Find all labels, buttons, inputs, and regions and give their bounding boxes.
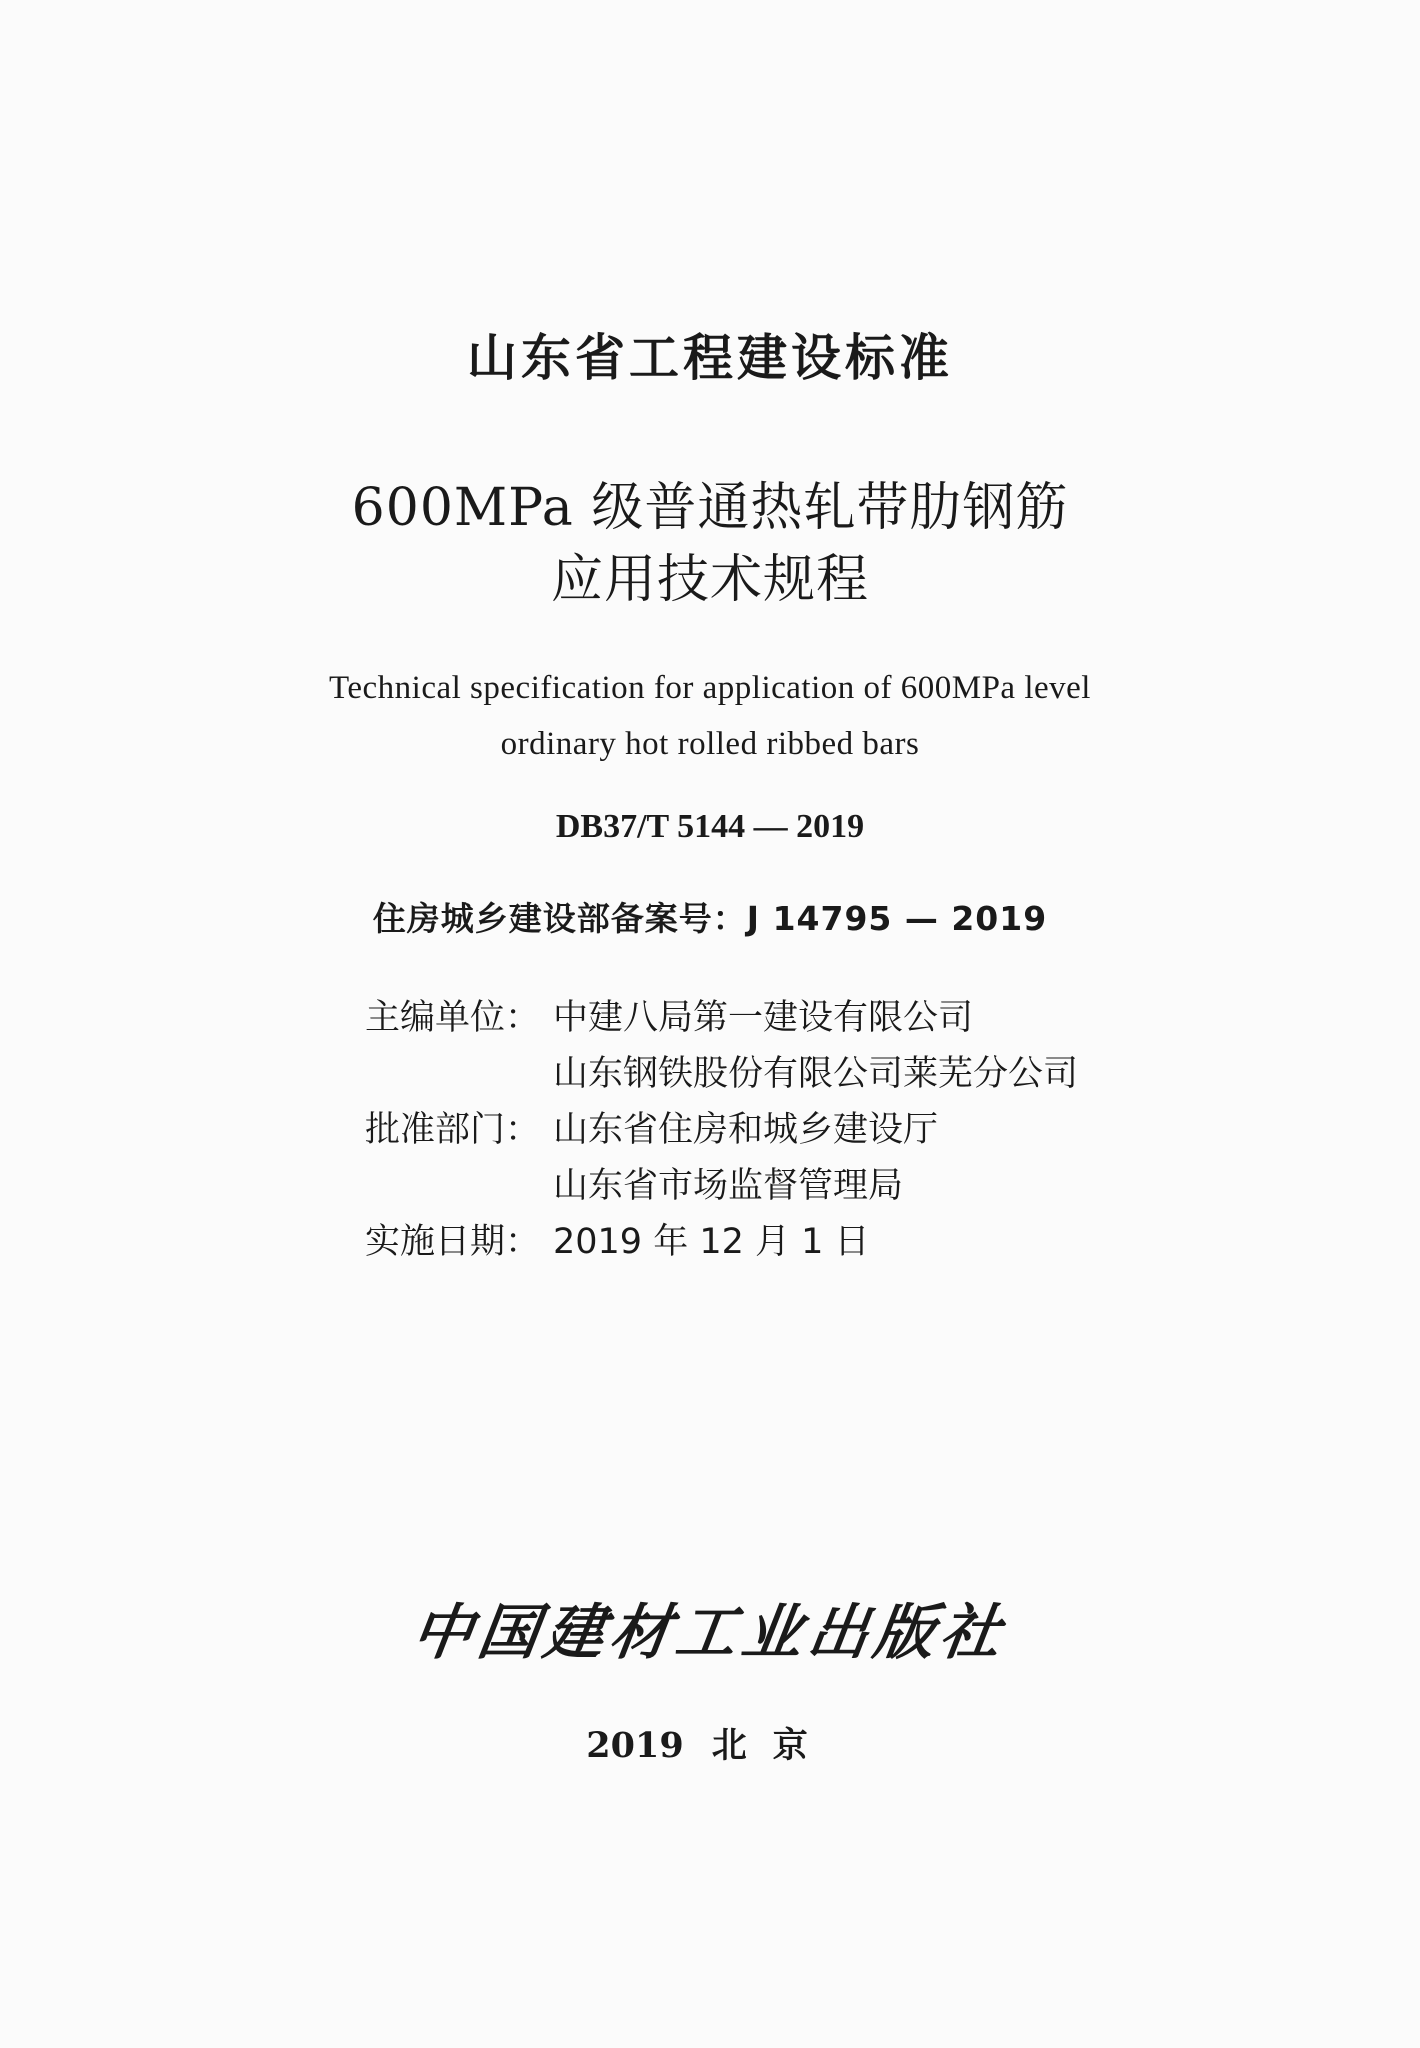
series-title: 山东省工程建设标准	[467, 329, 953, 387]
imprint	[0, 1718, 1420, 1768]
approval-2: 山东省市场监督管理局	[553, 1166, 904, 1206]
chief-editor-1: 中建八局第一建设有限公司	[553, 998, 974, 1038]
standard-info-block	[365, 990, 1265, 1270]
english-title	[0, 660, 1420, 772]
effective-date-label: 实施日期：	[365, 1222, 541, 1262]
chinese-title	[0, 472, 1420, 616]
imprint-year: 2019	[586, 1725, 684, 1766]
approval-row	[365, 1102, 1265, 1158]
approval-1: 山东省住房和城乡建设厅	[553, 1110, 939, 1150]
approval-label: 批准部门：	[365, 1110, 541, 1150]
record-number: 住房城乡建设部备案号：J 14795 — 2019	[372, 899, 1048, 938]
publisher-logo	[0, 1585, 1420, 1671]
chinese-title-line-2: 应用技术规程	[550, 550, 869, 610]
publisher-name: 中国建材工业出版社	[407, 1598, 1012, 1668]
chinese-title-line-1: 600MPa 级普通热轧带肋钢筋	[351, 478, 1069, 538]
effective-date-row	[365, 1214, 1265, 1270]
english-title-line-1: Technical specification for application of 600MPa level	[329, 670, 1091, 706]
approval-row-2	[365, 1158, 1265, 1214]
imprint-city: 北京	[711, 1725, 834, 1766]
chief-editor-row	[365, 990, 1265, 1046]
chief-editor-label: 主编单位：	[365, 998, 541, 1038]
effective-date: 2019 年 12 月 1 日	[553, 1222, 870, 1262]
chief-editor-2: 山东钢铁股份有限公司莱芜分公司	[553, 1054, 1079, 1094]
english-title-line-2: ordinary hot rolled ribbed bars	[500, 726, 920, 762]
chief-editor-row-2	[365, 1046, 1265, 1102]
standard-code: DB37/T 5144 — 2019	[555, 808, 865, 845]
